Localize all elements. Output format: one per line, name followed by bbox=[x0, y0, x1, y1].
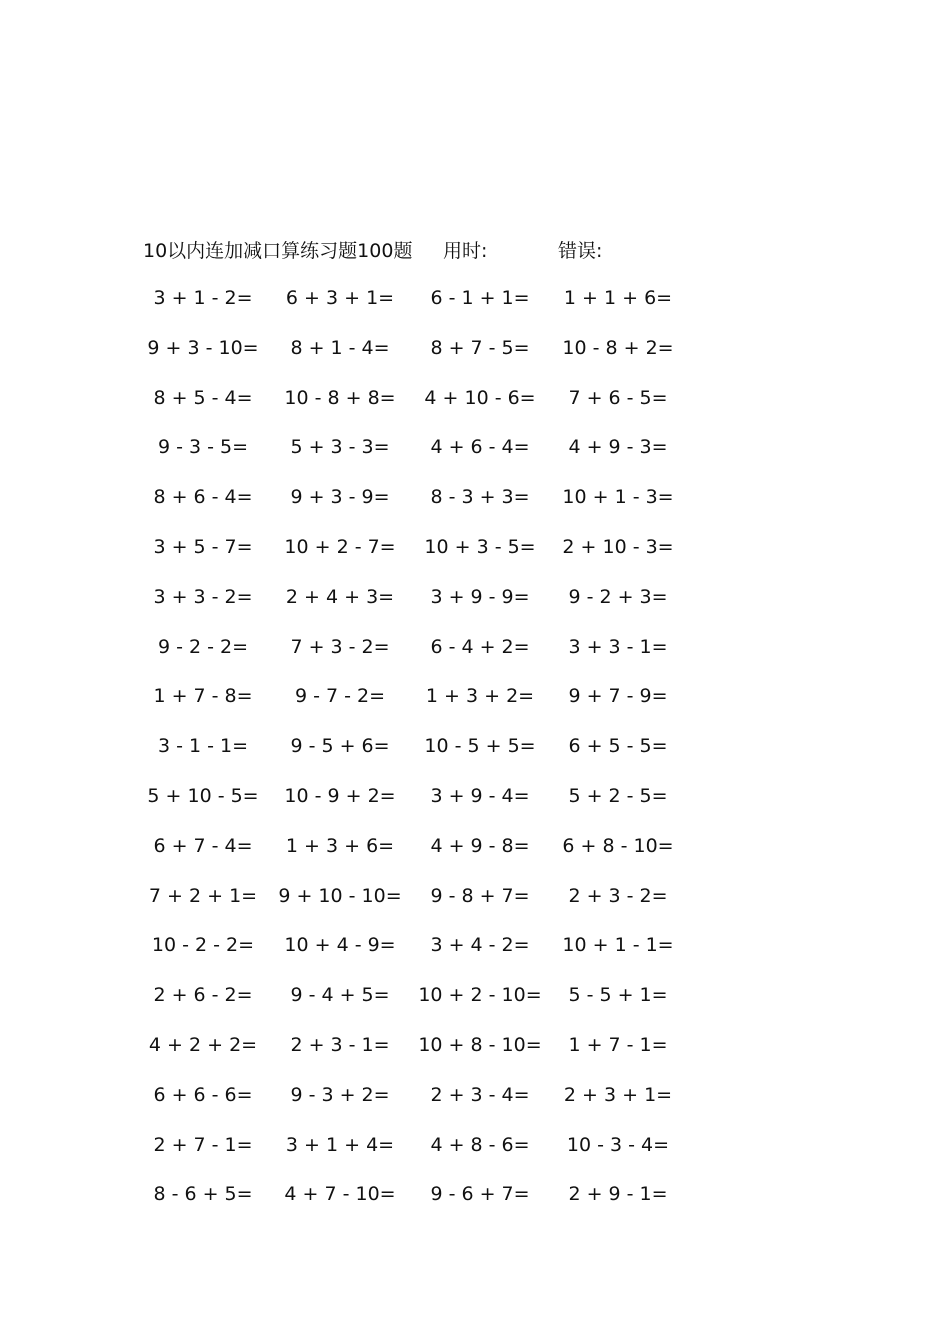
problem-item: 10 + 3 - 5= bbox=[424, 536, 536, 558]
problem-item: 1 + 3 + 2= bbox=[425, 685, 535, 708]
problem-item: 5 + 10 - 5= bbox=[147, 785, 259, 807]
problem-item: 5 + 2 - 5= bbox=[568, 785, 668, 807]
problem-item: 7 + 6 - 5= bbox=[568, 386, 668, 409]
problem-item: 3 - 1 - 1= bbox=[157, 735, 249, 758]
problem-item: 6 + 8 - 10= bbox=[562, 834, 674, 857]
problem-item: 2 + 3 - 2= bbox=[568, 884, 668, 907]
problem-item: 9 - 8 + 7= bbox=[430, 884, 530, 907]
problem-item: 9 + 10 - 10= bbox=[278, 884, 402, 907]
problem-item: 4 + 9 - 8= bbox=[430, 834, 530, 857]
problem-item: 10 - 5 + 5= bbox=[424, 735, 536, 758]
problem-item: 3 + 9 - 9= bbox=[430, 585, 530, 608]
problem-item: 7 + 3 - 2= bbox=[290, 635, 390, 658]
problem-item: 10 + 1 - 3= bbox=[562, 486, 674, 509]
problem-item: 10 + 1 - 1= bbox=[562, 934, 674, 957]
problem-item: 10 + 8 - 10= bbox=[418, 1034, 542, 1056]
problem-item: 1 + 1 + 6= bbox=[563, 287, 673, 309]
problem-item: 10 - 3 - 4= bbox=[566, 1133, 670, 1156]
problem-item: 3 + 4 - 2= bbox=[430, 934, 530, 957]
problem-item: 6 + 5 - 5= bbox=[568, 735, 668, 758]
problem-item: 6 + 3 + 1= bbox=[285, 287, 395, 309]
problem-item: 3 + 1 + 4= bbox=[285, 1133, 395, 1156]
problem-item: 9 - 5 + 6= bbox=[290, 735, 390, 758]
problem-item: 8 + 6 - 4= bbox=[153, 486, 253, 509]
problem-item: 2 + 6 - 2= bbox=[153, 984, 253, 1007]
problem-item: 9 - 6 + 7= bbox=[430, 1183, 530, 1206]
problem-item: 3 + 9 - 4= bbox=[430, 785, 530, 807]
problem-item: 8 - 6 + 5= bbox=[153, 1183, 253, 1206]
problem-item: 9 - 2 + 3= bbox=[568, 585, 668, 608]
problem-item: 2 + 7 - 1= bbox=[153, 1133, 253, 1156]
problem-item: 2 + 3 - 1= bbox=[290, 1034, 390, 1056]
problem-item: 2 + 9 - 1= bbox=[568, 1183, 668, 1206]
problem-item: 1 + 7 - 8= bbox=[153, 685, 253, 708]
problem-item: 6 - 1 + 1= bbox=[430, 287, 530, 309]
problem-item: 10 + 4 - 9= bbox=[284, 934, 396, 957]
problem-item: 4 + 8 - 6= bbox=[430, 1133, 530, 1156]
problem-item: 2 + 3 + 1= bbox=[563, 1083, 673, 1106]
problem-item: 10 + 2 - 7= bbox=[284, 536, 396, 558]
problem-item: 4 + 7 - 10= bbox=[284, 1183, 396, 1206]
problem-item: 3 + 3 - 1= bbox=[568, 635, 668, 658]
problem-item: 9 - 3 + 2= bbox=[290, 1083, 390, 1106]
problem-item: 9 - 7 - 2= bbox=[294, 685, 386, 708]
problem-item: 2 + 4 + 3= bbox=[285, 585, 395, 608]
problem-item: 10 - 8 + 8= bbox=[284, 386, 396, 409]
problem-item: 9 - 4 + 5= bbox=[290, 984, 390, 1007]
problem-item: 2 + 10 - 3= bbox=[562, 536, 674, 558]
problem-item: 9 - 3 - 5= bbox=[157, 436, 249, 459]
problem-item: 1 + 3 + 6= bbox=[285, 834, 395, 857]
time-label: 用时: bbox=[443, 240, 488, 262]
problem-item: 10 - 2 - 2= bbox=[151, 934, 255, 957]
problem-item: 8 + 7 - 5= bbox=[430, 336, 530, 359]
problem-item: 3 + 3 - 2= bbox=[153, 585, 253, 608]
problem-item: 9 - 2 - 2= bbox=[157, 635, 249, 658]
problem-item: 10 + 2 - 10= bbox=[418, 984, 542, 1007]
problem-item: 10 - 8 + 2= bbox=[562, 336, 674, 359]
problem-item: 9 + 7 - 9= bbox=[568, 685, 668, 708]
problem-item: 7 + 2 + 1= bbox=[148, 884, 258, 907]
problem-item: 9 + 3 - 9= bbox=[290, 486, 390, 509]
error-label: 错误: bbox=[558, 240, 603, 262]
problem-item: 1 + 7 - 1= bbox=[568, 1034, 668, 1056]
worksheet-title: 10以内连加减口算练习题100题 bbox=[143, 240, 413, 262]
problem-item: 4 + 9 - 3= bbox=[568, 436, 668, 459]
problem-item: 3 + 1 - 2= bbox=[153, 287, 253, 309]
problem-item: 3 + 5 - 7= bbox=[153, 536, 253, 558]
problem-item: 5 + 3 - 3= bbox=[290, 436, 390, 459]
problem-item: 6 - 4 + 2= bbox=[430, 635, 530, 658]
problem-item: 10 - 9 + 2= bbox=[284, 785, 396, 807]
problem-item: 8 + 5 - 4= bbox=[153, 386, 253, 409]
problem-item: 8 - 3 + 3= bbox=[430, 486, 530, 509]
problem-item: 2 + 3 - 4= bbox=[430, 1083, 530, 1106]
problem-item: 6 + 7 - 4= bbox=[153, 834, 253, 857]
problem-item: 4 + 6 - 4= bbox=[430, 436, 530, 459]
problem-item: 9 + 3 - 10= bbox=[147, 336, 259, 359]
problem-item: 4 + 2 + 2= bbox=[148, 1034, 258, 1056]
problem-item: 8 + 1 - 4= bbox=[290, 336, 390, 359]
problem-item: 5 - 5 + 1= bbox=[568, 984, 668, 1007]
problem-item: 4 + 10 - 6= bbox=[424, 386, 536, 409]
problem-item: 6 + 6 - 6= bbox=[153, 1083, 253, 1106]
